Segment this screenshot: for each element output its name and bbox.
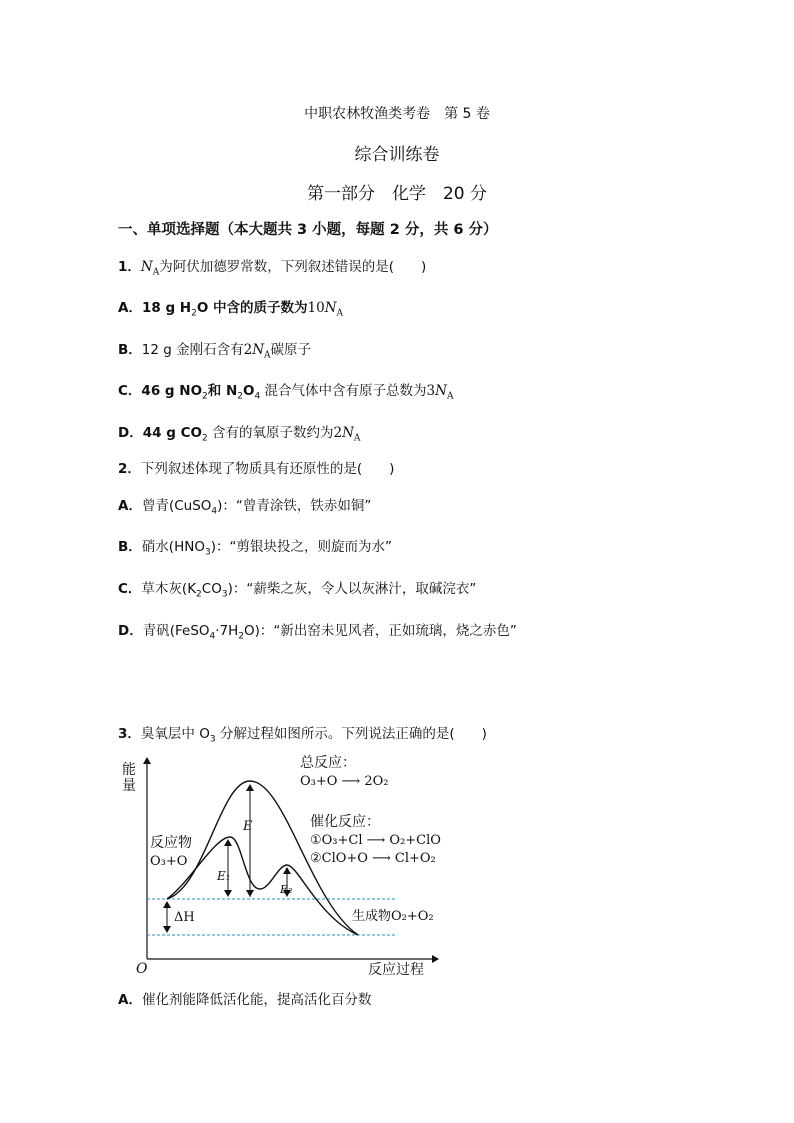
subscript: 3 [204,547,211,558]
question-number: 2． [118,461,141,477]
option-text: )：“曾青涂铁，铁赤如铜” [217,498,372,514]
option-text: CO [201,581,222,597]
subscript: 4 [209,631,216,642]
option-text: ·7H [215,623,239,639]
value: 2 [333,425,343,441]
na-symbol: N [252,342,265,358]
subscript: 4 [211,506,218,517]
na-subscript: A [336,308,344,319]
product-label: 生成物O₂+O₂ [352,909,434,924]
question-text: 为阿伏加德罗常数，下列叙述错误的是( ) [159,259,427,275]
value: 3 [426,383,436,399]
option-text: 46 g NO [141,383,203,399]
subscript: 3 [221,589,228,600]
option-text: O 中含的质子数为 [196,300,308,316]
na-symbol: N [435,383,447,399]
option-text: 硝水(HNO [141,539,205,555]
section-heading: 一、单项选择题（本大题共 3 小题，每题 2 分，共 6 分） [118,222,498,238]
na-subscript: A [152,267,160,278]
subscript: 2 [237,391,244,402]
na-symbol: N [324,300,337,316]
subscript: 2 [196,589,202,600]
option-1b[interactable] [118,338,311,361]
catalytic-equation-2: ②ClO+O ⟶ Cl+O₂ [310,851,436,866]
y-axis-label-2: 量 [122,778,136,794]
subscript: 3 [209,734,216,745]
part-title: 第一部分 化学 20 分 [306,184,488,204]
dh-label: ΔH [174,910,195,925]
question-1 [118,255,426,278]
subscript: 2 [201,433,208,444]
question-text: 分解过程如图所示。下列说法正确的是( ) [215,726,487,742]
e2-label: E₂ [280,883,293,896]
subscript: 2 [202,391,208,402]
option-text: )：“薪柴之灰，令人以灰淋汁，取碱浣衣” [227,581,477,597]
option-text: 和 N [207,383,238,399]
option-label: B． [118,342,142,358]
energy-diagram [120,752,450,984]
option-1c[interactable] [118,379,453,402]
option-text: 18 g H [141,300,192,316]
option-label: D． [118,623,143,639]
y-axis-label-1: 能 [122,762,136,778]
option-1d[interactable] [118,421,360,444]
na-symbol: N [342,425,354,441]
option-1a[interactable] [118,296,343,319]
exam-title: 中职农林牧渔类考卷 第 5 卷 [304,106,490,122]
option-text: 12 g 金刚石含有 [141,342,244,358]
question-3 [118,722,487,745]
option-text: 催化剂能降低活化能，提高活化百分数 [141,992,372,1008]
option-text: 碳原子 [270,342,312,358]
reactant-formula: O₃+O [150,854,188,869]
option-text: 青矾(FeSO [142,623,210,639]
na-subscript: A [353,433,361,444]
na-subscript: A [446,391,454,402]
option-text: O [243,383,255,399]
option-text: 曾青(CuSO [141,498,212,514]
subscript: 4 [254,391,261,402]
option-text: 44 g CO [142,425,202,441]
option-text: )：“剪银块投之，则旋而为水” [210,539,392,555]
question-number: 3． [118,726,141,742]
option-text: O)：“新出窑未见风者，正如琉璃，烧之赤色” [244,623,517,639]
x-axis-label: 反应过程 [368,962,424,978]
na-symbol: N [140,259,153,275]
option-label: A． [118,300,142,316]
option-2c[interactable] [118,577,476,600]
question-number: 1． [118,259,141,275]
option-label: D． [118,425,143,441]
subscript: 2 [238,631,245,642]
e1-label: E₁ [217,869,231,883]
option-2a[interactable] [118,494,371,517]
question-text: 臭氧层中 O [140,726,210,742]
question-2 [118,457,394,477]
value: 10 [307,300,325,316]
option-label: B． [118,539,142,555]
option-2d[interactable] [118,619,517,642]
e-label: E [243,819,253,834]
value: 2 [243,342,253,358]
option-text: 混合气体中含有原子总数为 [260,383,427,399]
option-label: A． [118,992,142,1008]
option-3a[interactable] [118,988,371,1008]
na-subscript: A [264,350,271,361]
total-reaction-equation: O₃+O ⟶ 2O₂ [300,774,389,789]
catalytic-reaction-title: 催化反应： [310,814,380,830]
option-text: 含有的氧原子数约为 [207,425,334,441]
reactant-label: 反应物 [150,835,192,851]
origin-label: O [136,961,148,977]
option-2b[interactable] [118,535,392,558]
subscript: 2 [191,308,197,319]
question-text: 下列叙述体现了物质具有还原性的是( ) [140,461,395,477]
total-reaction-title: 总反应： [300,755,356,771]
subtitle: 综合训练卷 [354,145,440,165]
option-label: A． [118,498,142,514]
option-text: 草木灰(K [141,581,197,597]
option-label: C． [118,581,142,597]
option-label: C． [118,383,142,399]
catalytic-equation-1: ①O₃+Cl ⟶ O₂+ClO [310,833,441,848]
